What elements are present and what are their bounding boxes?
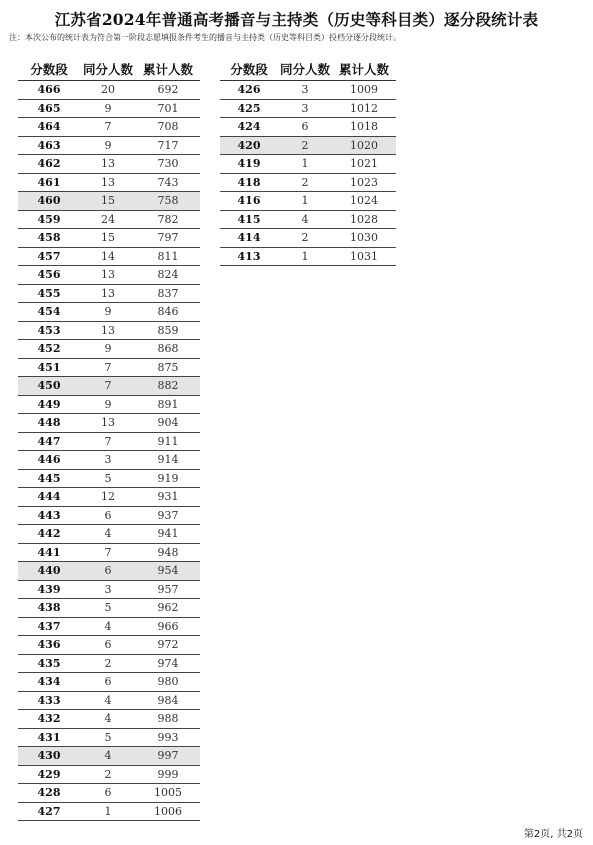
table-row: [18, 728, 200, 747]
count-cell: 9: [80, 99, 136, 118]
score-cell: 418: [220, 173, 278, 192]
count-cell: 12: [80, 488, 136, 507]
table-row: [18, 525, 200, 544]
table-row: [220, 229, 396, 248]
score-cell: 439: [18, 580, 80, 599]
table-row: [18, 118, 200, 137]
page-number: 第2页, 共2页: [523, 829, 583, 840]
table-header-row: [220, 58, 396, 81]
cumulative-cell: 941: [136, 525, 200, 544]
count-cell: 2: [278, 229, 332, 248]
table-row: [18, 266, 200, 285]
table-row: [18, 192, 200, 211]
table-row: [18, 247, 200, 266]
table-row: [18, 784, 200, 803]
score-cell: 427: [18, 802, 80, 821]
table-row: [220, 192, 396, 211]
score-cell: 440: [18, 562, 80, 581]
score-cell: 445: [18, 469, 80, 488]
header-score: 分数段: [18, 58, 80, 81]
table-row: [18, 284, 200, 303]
table-row: [18, 414, 200, 433]
count-cell: 5: [80, 728, 136, 747]
score-cell: 437: [18, 617, 80, 636]
table-row: [18, 580, 200, 599]
score-cell: 447: [18, 432, 80, 451]
table-row: [220, 81, 396, 100]
count-cell: 13: [80, 266, 136, 285]
cumulative-cell: 988: [136, 710, 200, 729]
cumulative-cell: 708: [136, 118, 200, 137]
score-cell: 446: [18, 451, 80, 470]
table-row: [18, 303, 200, 322]
score-cell: 448: [18, 414, 80, 433]
count-cell: 3: [80, 580, 136, 599]
count-cell: 3: [80, 451, 136, 470]
score-cell: 425: [220, 99, 278, 118]
count-cell: 4: [80, 525, 136, 544]
page-title: 江苏省2024年普通高考播音与主持类（历史等科目类）逐分段统计表: [54, 10, 539, 29]
count-cell: 13: [80, 321, 136, 340]
count-cell: 7: [80, 432, 136, 451]
score-cell: 426: [220, 81, 278, 100]
header-score: 分数段: [220, 58, 278, 81]
score-cell: 457: [18, 247, 80, 266]
cumulative-cell: 919: [136, 469, 200, 488]
cumulative-cell: 993: [136, 728, 200, 747]
cumulative-cell: 957: [136, 580, 200, 599]
header-count: 同分人数: [278, 58, 332, 81]
table-row: [18, 155, 200, 174]
table-row: [18, 81, 200, 100]
table-row: [18, 395, 200, 414]
cumulative-cell: 980: [136, 673, 200, 692]
score-table-right: [220, 58, 396, 266]
cumulative-cell: 1020: [332, 136, 396, 155]
count-cell: 6: [80, 673, 136, 692]
score-cell: 450: [18, 377, 80, 396]
cumulative-cell: 954: [136, 562, 200, 581]
score-cell: 424: [220, 118, 278, 137]
cumulative-cell: 875: [136, 358, 200, 377]
cumulative-cell: 974: [136, 654, 200, 673]
count-cell: 2: [278, 136, 332, 155]
count-cell: 7: [80, 118, 136, 137]
cumulative-cell: 1009: [332, 81, 396, 100]
score-cell: 463: [18, 136, 80, 155]
table-row: [18, 229, 200, 248]
count-cell: 2: [80, 654, 136, 673]
cumulative-cell: 966: [136, 617, 200, 636]
count-cell: 6: [80, 784, 136, 803]
score-cell: 443: [18, 506, 80, 525]
cumulative-cell: 997: [136, 747, 200, 766]
table-row: [18, 543, 200, 562]
count-cell: 9: [80, 303, 136, 322]
score-cell: 419: [220, 155, 278, 174]
score-cell: 416: [220, 192, 278, 211]
score-cell: 458: [18, 229, 80, 248]
count-cell: 20: [80, 81, 136, 100]
score-cell: 420: [220, 136, 278, 155]
score-cell: 438: [18, 599, 80, 618]
count-cell: 13: [80, 284, 136, 303]
count-cell: 5: [80, 599, 136, 618]
cumulative-cell: 984: [136, 691, 200, 710]
count-cell: 15: [80, 229, 136, 248]
cumulative-cell: 1006: [136, 802, 200, 821]
table-row: [18, 136, 200, 155]
score-cell: 430: [18, 747, 80, 766]
count-cell: 13: [80, 173, 136, 192]
score-cell: 466: [18, 81, 80, 100]
cumulative-cell: 948: [136, 543, 200, 562]
cumulative-cell: 931: [136, 488, 200, 507]
count-cell: 6: [80, 636, 136, 655]
header-count: 同分人数: [80, 58, 136, 81]
score-cell: 434: [18, 673, 80, 692]
score-cell: 454: [18, 303, 80, 322]
count-cell: 6: [278, 118, 332, 137]
count-cell: 6: [80, 506, 136, 525]
score-cell: 455: [18, 284, 80, 303]
cumulative-cell: 868: [136, 340, 200, 359]
score-cell: 460: [18, 192, 80, 211]
table-row: [18, 340, 200, 359]
score-cell: 442: [18, 525, 80, 544]
count-cell: 7: [80, 377, 136, 396]
cumulative-cell: 1018: [332, 118, 396, 137]
score-cell: 414: [220, 229, 278, 248]
cumulative-cell: 911: [136, 432, 200, 451]
table-row: [18, 562, 200, 581]
table-row: [18, 377, 200, 396]
count-cell: 2: [278, 173, 332, 192]
score-cell: 433: [18, 691, 80, 710]
score-cell: 436: [18, 636, 80, 655]
score-cell: 459: [18, 210, 80, 229]
table-row: [18, 321, 200, 340]
cumulative-cell: 797: [136, 229, 200, 248]
cumulative-cell: 824: [136, 266, 200, 285]
count-cell: 2: [80, 765, 136, 784]
cumulative-cell: 914: [136, 451, 200, 470]
table-row: [220, 118, 396, 137]
score-cell: 462: [18, 155, 80, 174]
table-row: [18, 469, 200, 488]
score-cell: 464: [18, 118, 80, 137]
score-cell: 453: [18, 321, 80, 340]
cumulative-cell: 904: [136, 414, 200, 433]
table-row: [18, 636, 200, 655]
cumulative-cell: 1021: [332, 155, 396, 174]
count-cell: 24: [80, 210, 136, 229]
cumulative-cell: 811: [136, 247, 200, 266]
table-row: [18, 210, 200, 229]
count-cell: 13: [80, 414, 136, 433]
table-row: [220, 210, 396, 229]
table-row: [18, 747, 200, 766]
count-cell: 9: [80, 136, 136, 155]
cumulative-cell: 717: [136, 136, 200, 155]
table-header-row: [18, 58, 200, 81]
cumulative-cell: 999: [136, 765, 200, 784]
score-cell: 456: [18, 266, 80, 285]
count-cell: 4: [278, 210, 332, 229]
count-cell: 7: [80, 543, 136, 562]
cumulative-cell: 1031: [332, 247, 396, 266]
cumulative-cell: 1030: [332, 229, 396, 248]
table-row: [220, 247, 396, 266]
table-row: [18, 617, 200, 636]
cumulative-cell: 846: [136, 303, 200, 322]
score-cell: 465: [18, 99, 80, 118]
cumulative-cell: 937: [136, 506, 200, 525]
table-row: [18, 99, 200, 118]
header-cumulative: 累计人数: [136, 58, 200, 81]
score-cell: 415: [220, 210, 278, 229]
cumulative-cell: 1024: [332, 192, 396, 211]
table-row: [18, 673, 200, 692]
cumulative-cell: 701: [136, 99, 200, 118]
table-row: [18, 488, 200, 507]
cumulative-cell: 743: [136, 173, 200, 192]
cumulative-cell: 837: [136, 284, 200, 303]
count-cell: 14: [80, 247, 136, 266]
count-cell: 1: [278, 247, 332, 266]
count-cell: 1: [278, 155, 332, 174]
table-row: [18, 710, 200, 729]
score-cell: 449: [18, 395, 80, 414]
cumulative-cell: 1005: [136, 784, 200, 803]
count-cell: 4: [80, 691, 136, 710]
table-row: [220, 136, 396, 155]
table-row: [18, 654, 200, 673]
count-cell: 3: [278, 99, 332, 118]
score-cell: 441: [18, 543, 80, 562]
cumulative-cell: 730: [136, 155, 200, 174]
count-cell: 1: [80, 802, 136, 821]
count-cell: 6: [80, 562, 136, 581]
table-row: [18, 691, 200, 710]
table-row: [220, 155, 396, 174]
header-cumulative: 累计人数: [332, 58, 396, 81]
table-row: [18, 432, 200, 451]
count-cell: 1: [278, 192, 332, 211]
cumulative-cell: 758: [136, 192, 200, 211]
cumulative-cell: 972: [136, 636, 200, 655]
table-row: [18, 173, 200, 192]
table-row: [18, 358, 200, 377]
score-cell: 451: [18, 358, 80, 377]
count-cell: 9: [80, 395, 136, 414]
cumulative-cell: 859: [136, 321, 200, 340]
score-cell: 432: [18, 710, 80, 729]
count-cell: 4: [80, 617, 136, 636]
score-table-left: [18, 58, 200, 821]
cumulative-cell: 882: [136, 377, 200, 396]
count-cell: 7: [80, 358, 136, 377]
score-cell: 452: [18, 340, 80, 359]
cumulative-cell: 1023: [332, 173, 396, 192]
cumulative-cell: 782: [136, 210, 200, 229]
table-row: [220, 99, 396, 118]
count-cell: 15: [80, 192, 136, 211]
cumulative-cell: 891: [136, 395, 200, 414]
table-note: 注：本次公布的统计表为符合第一阶段志愿填报条件考生的播音与主持类（历史等科目类）投档分逐分段统计。: [9, 33, 401, 42]
table-row: [18, 599, 200, 618]
count-cell: 13: [80, 155, 136, 174]
cumulative-cell: 1028: [332, 210, 396, 229]
count-cell: 4: [80, 747, 136, 766]
score-cell: 431: [18, 728, 80, 747]
score-cell: 413: [220, 247, 278, 266]
score-cell: 428: [18, 784, 80, 803]
count-cell: 3: [278, 81, 332, 100]
score-cell: 429: [18, 765, 80, 784]
score-cell: 461: [18, 173, 80, 192]
score-cell: 444: [18, 488, 80, 507]
table-row: [18, 451, 200, 470]
table-row: [18, 506, 200, 525]
cumulative-cell: 1012: [332, 99, 396, 118]
count-cell: 4: [80, 710, 136, 729]
count-cell: 9: [80, 340, 136, 359]
table-row: [18, 802, 200, 821]
table-row: [18, 765, 200, 784]
cumulative-cell: 962: [136, 599, 200, 618]
table-row: [220, 173, 396, 192]
count-cell: 5: [80, 469, 136, 488]
score-cell: 435: [18, 654, 80, 673]
cumulative-cell: 692: [136, 81, 200, 100]
